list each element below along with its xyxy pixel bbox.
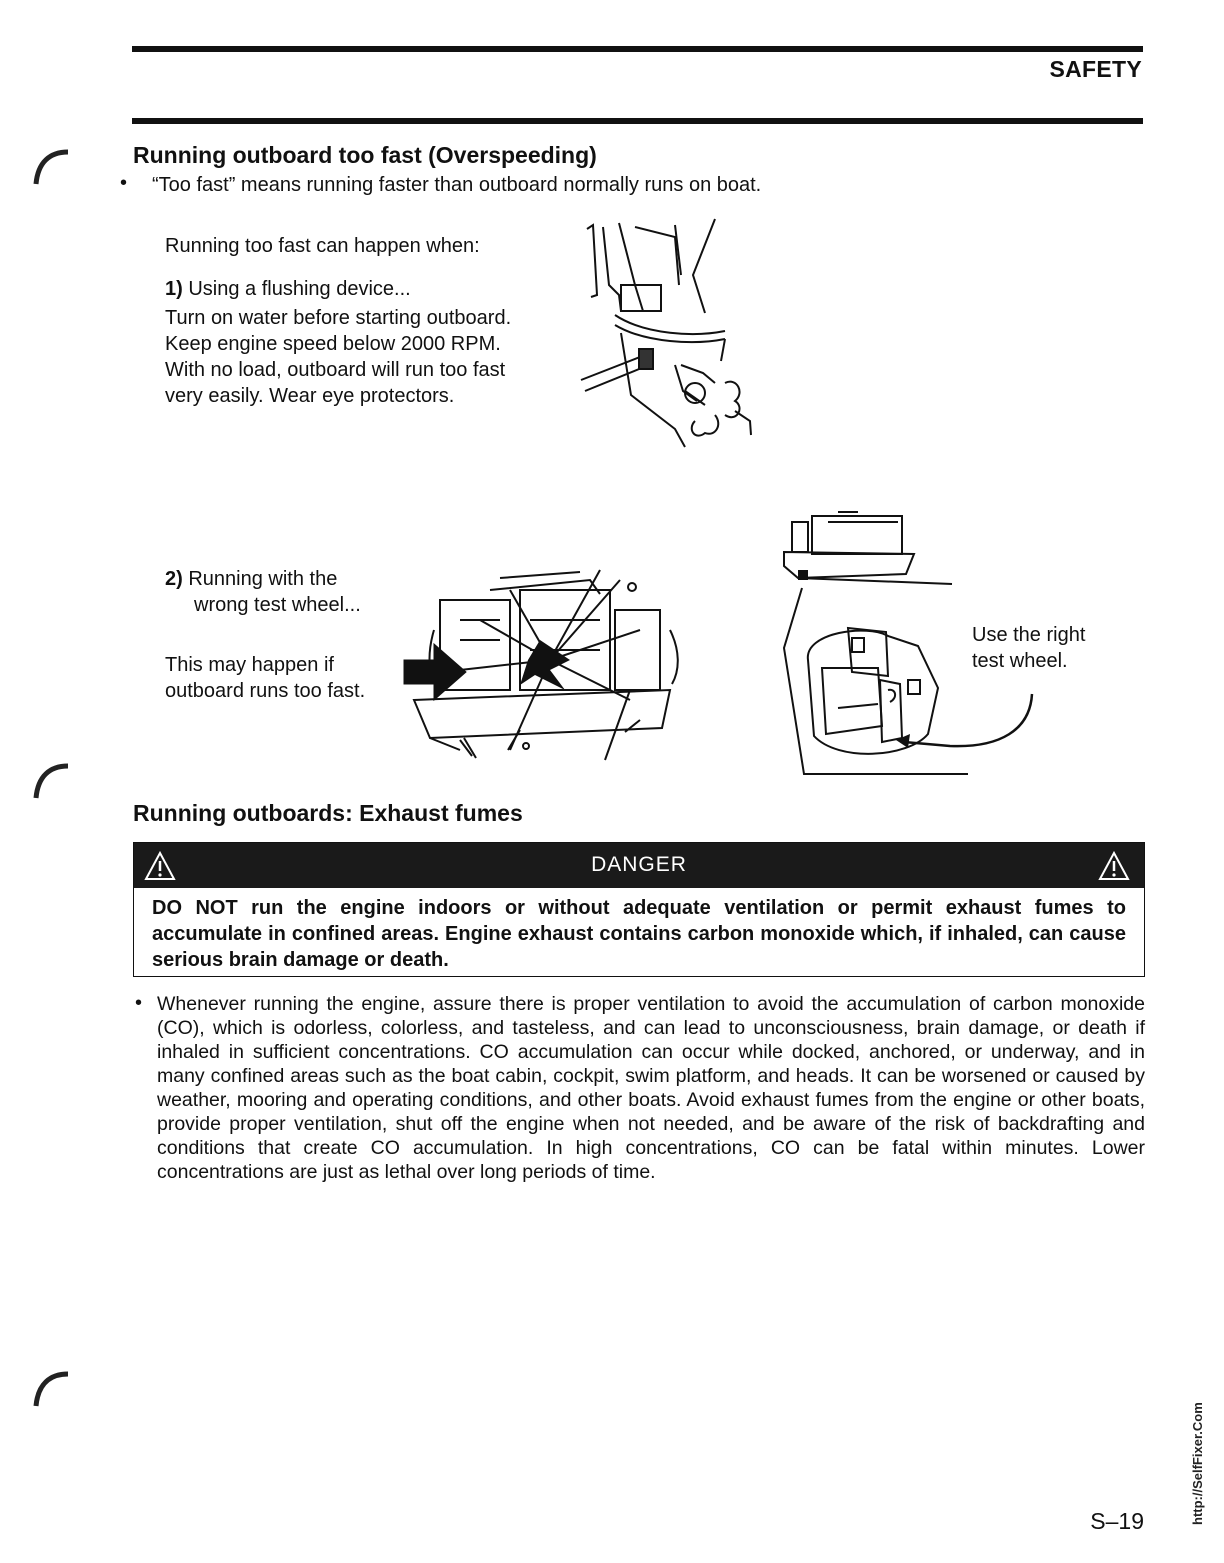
item2-number: 2) [165,568,183,590]
item2-heading-line: wrong test wheel... [194,594,361,616]
warning-triangle-icon [1098,851,1130,881]
caption-pointer-arrow [890,690,1040,760]
section-title-exhaust: Running outboards: Exhaust fumes [133,800,523,826]
item1-heading [165,276,411,302]
item1-line: very easily. Wear eye protectors. [165,385,455,407]
wrong-test-wheel-illustration [400,560,685,770]
exhaust-bullet-text: Whenever running the engine, assure there is proper ventilation to avoid the accumulation of carbon monoxide (CO), which is odorless, colorless, and tasteless, and can lead to unconsciousness, brain damage, or death if inhaled in sufficient concentrations. CO accumulation can occur while docked, anchored, or underway, and in many confined areas such as the boat cabin, cockpit, swim platform, and heads. It can be worsened or caused by weather, mooring and operating conditions, and other boats. Avoid exhaust fumes from the engine or other boats, provide proper ventilation, shut off the engine when not needed, and be aware of the risk of backdrafting and conditions that create CO accumulation. In high concentrations, CO can be fatal within minutes. Lower concentrations are just as lethal over long periods of time. [157,993,1145,1183]
item2-heading [165,566,361,618]
too-fast-definition: “Too fast” means running faster than outboard normally runs on boat. [152,174,762,196]
section-label: SAFETY [1049,56,1142,82]
bullet-dot: • [120,172,128,194]
right-test-wheel-caption [972,622,1085,674]
caption-line: test wheel. [972,650,1068,672]
item2-heading-line: Running with the [188,568,338,590]
danger-header [134,843,1144,888]
item1-line: Turn on water before starting outboard. [165,307,512,329]
item2-note-line: This may happen if [165,654,334,676]
danger-box [133,842,1145,977]
danger-label: DANGER [591,853,687,876]
item1-line: With no load, outboard will run too fast [165,359,506,381]
item1-body [165,305,511,409]
page-number: S–19 [1090,1508,1144,1534]
danger-text: DO NOT run the engine indoors or without adequate ventilation or permit exhaust fumes to accumulate in confined areas. Engine exhaust contains carbon monoxide which, if inhaled, can cause serious brain damage or death. [152,897,1126,971]
caption-line: Use the right [972,624,1086,646]
watermark: http://SelfFixer.Com [1190,1402,1205,1525]
item1-heading-text: Using a flushing device... [188,278,411,300]
item2-note [165,652,365,704]
intro-text: Running too fast can happen when: [165,235,480,257]
section-title-overspeeding: Running outboard too fast (Overspeeding) [133,142,597,168]
binder-hole-icon [28,1370,78,1410]
item1-line: Keep engine speed below 2000 RPM. [165,333,501,355]
item1-number: 1) [165,278,183,300]
binder-hole-icon [28,762,78,802]
flushing-device-illustration [575,215,775,455]
header-bottom-rule [132,118,1143,124]
item2-note-line: outboard runs too fast. [165,680,366,702]
header-top-rule [132,46,1143,52]
bullet-dot: • [135,992,143,1014]
binder-hole-icon [28,148,78,188]
